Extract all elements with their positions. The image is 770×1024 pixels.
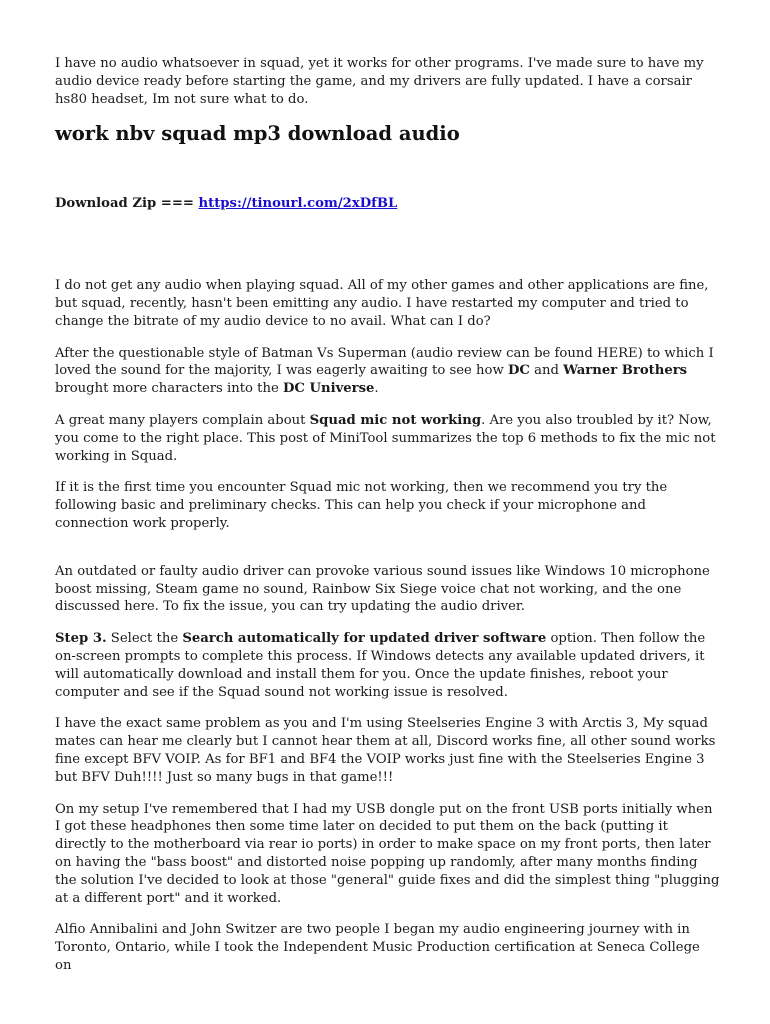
page-title: work nbv squad mp3 download audio	[55, 122, 460, 146]
paragraph-alfio: Alfio Annibalini and John Switzer are two people I began my audio engineering journey with in Toronto, Ontario, while I took the Independent Music Production certification at Seneca College on	[55, 922, 700, 973]
paragraph-no-audio: I do not get any audio when playing squad. All of my other games and other applications are fine, but squad, recently, hasn't been emitting any audio. I have restarted my computer and tried to change the bitrate of my audio device to no avail. What can I do?	[55, 278, 709, 329]
download-line	[55, 195, 720, 213]
download-link[interactable]: https://tinourl.com/2xDfBL	[198, 196, 398, 212]
paragraph-steelseries: I have the exact same problem as you and I'm using Steelseries Engine 3 with Arctis 3, My squad mates can hear me clearly but I cannot hear them at all, Discord works fine, all other sound works fine except BFV VOIP. As for BF1 and BF4 the VOIP works just fine with the Steelseries Engine 3 but BFV Duh!!!! Just so many bugs in that game!!!	[55, 716, 716, 785]
paragraph-mic-not-working: A great many players complain about Squad mic not working. Are you also troubled by it? Now, you come to the right place. This post of MiniTool summarizes the top 6 methods to fix the mic not working in Squad.	[55, 412, 716, 464]
document-page	[55, 55, 720, 989]
paragraph-preliminary-checks: If it is the first time you encounter Squad mic not working, then we recommend you try the following basic and preliminary checks. This can help you check if your microphone and connection work properly.	[55, 480, 668, 531]
paragraph-step-3: Step 3. Select the Search automatically for updated driver software option. Then follow the on-screen prompts to complete this process. If Windows detects any available updated drivers, it will automatically download and install them for you. Once the update finishes, reboot your computer and see if the Squad sound not working issue is resolved.	[55, 631, 706, 700]
paragraph-audio-driver: An outdated or faulty audio driver can provoke various sound issues like Windows 10 microphone boost missing, Steam game no sound, Rainbow Six Siege voice chat not working, and the one discussed here. To fix the issue, you can try updating the audio driver.	[55, 563, 710, 615]
paragraph-batman: After the questionable style of Batman Vs Superman (audio review can be found HERE) to which I loved the sound for the majority, I was eagerly awaiting to see how DC and Warner Brothers brought more characters into the DC Universe.	[55, 345, 714, 397]
download-label: Download Zip ===	[55, 196, 194, 212]
intro-paragraph: I have no audio whatsoever in squad, yet it works for other programs. I've made sure to have my audio device ready before starting the game, and my drivers are fully updated. I have a corsair hs80 headset, Im not sure what to do.	[55, 56, 704, 107]
paragraph-usb-dongle: On my setup I've remembered that I had my USB dongle put on the front USB ports initially when I got these headphones then some time later on decided to put them on the back (putting it directly to the motherboard via rear io ports) in order to make space on my front ports, then later on having the "bass boost" and distorted noise popping up randomly, after many months finding the solution I've decided to look at those "general" guide fixes and did the simplest thing "plugging at a different port" and it worked.	[55, 801, 720, 906]
